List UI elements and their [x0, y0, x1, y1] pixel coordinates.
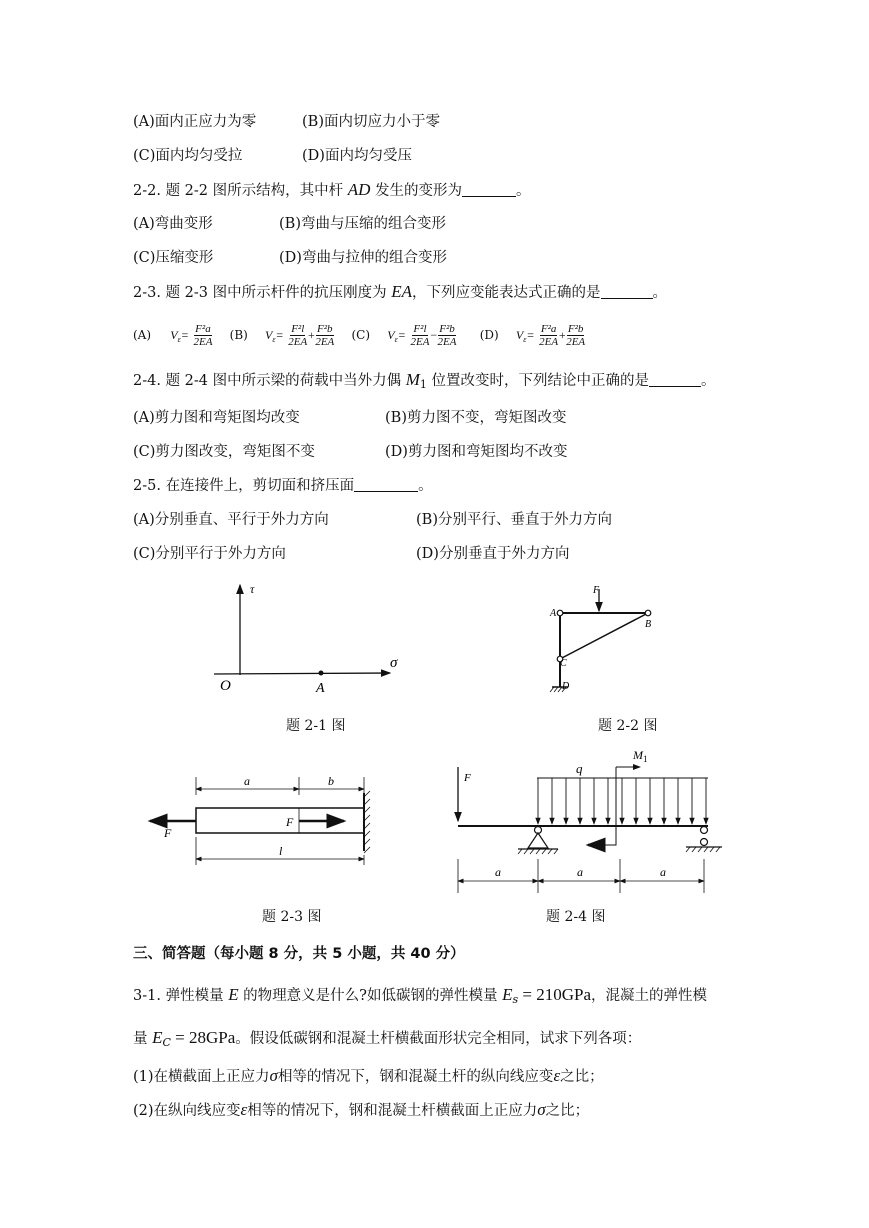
q21-option-d: (D)面内均匀受压 — [302, 148, 412, 164]
q24-stem: 2-4. 题 2-4 图中所示梁的荷载中当外力偶 $M_1$ 位置改变时，下列结论中正确的是 。 — [133, 370, 716, 391]
label-c: C — [560, 658, 567, 669]
figure-2-4 — [450, 745, 730, 895]
q23-stem: 2-3. 题 2-3 图中所示杆件的抗压刚度为 EA，下列应变能表达式正确的是 。 — [133, 282, 668, 301]
answer-blank — [354, 477, 418, 492]
q22-option-a: (A)弯曲变形 — [133, 216, 213, 232]
q23-label-d: (D) — [479, 328, 499, 342]
q22-option-d: (D)弯曲与拉伸的组合变形 — [279, 250, 447, 266]
tau-label: τ — [250, 582, 255, 596]
q21-option-b: (B)面内切应力小于零 — [302, 114, 440, 130]
sigma-label: σ — [390, 655, 398, 671]
answer-blank — [462, 182, 516, 197]
dim-a1-label: a — [495, 865, 501, 879]
q22-option-c: (C)压缩变形 — [133, 250, 214, 266]
q24-option-a: (A)剪力图和弯矩图均改变 — [133, 410, 300, 426]
force-left-label: F — [164, 826, 172, 840]
q25-option-d: (D)分别垂直于外力方向 — [416, 546, 570, 562]
figure-2-4-caption: 题 2-4 图 — [546, 909, 606, 925]
answer-blank — [601, 284, 653, 299]
dim-b-label: b — [328, 774, 334, 788]
q31-item2: (2)在纵向线应变ε相等的情况下，钢和混凝土杆横截面上正应力σ之比； — [133, 1100, 590, 1119]
dim-l-label: l — [279, 844, 283, 858]
figure-2-3-caption: 题 2-3 图 — [262, 909, 322, 925]
origin-label: O — [220, 678, 231, 694]
q21-option-a: (A)面内正应力为零 — [133, 114, 257, 130]
figure-2-3 — [140, 765, 390, 885]
point-a-label: A — [316, 681, 325, 696]
couple-m-label: $M_1$ — [633, 748, 648, 764]
q21-option-c: (C)面内均匀受拉 — [133, 148, 243, 164]
q24-option-b: (B)剪力图不变，弯矩图改变 — [385, 410, 567, 426]
q22-option-b: (B)弯曲与压缩的组合变形 — [279, 216, 446, 232]
q24-option-c: (C)剪力图改变，弯矩图不变 — [133, 444, 315, 460]
q31-item1: (1)在横截面上正应力σ相等的情况下，钢和混凝土杆的纵向线应变ε之比； — [133, 1066, 604, 1085]
point-a-marker — [319, 671, 324, 676]
q23-label-c: (C) — [351, 328, 371, 342]
q23-a-frac: $\frac{\text{F²a}}{2EA}$ — [193, 322, 213, 348]
figure-2-1 — [200, 575, 410, 700]
q31-line1: 3-1. 弹性模量 E 的物理意义是什么?如低碳钢的弹性模量 $E_s = 210GPa$，混凝土的弹性模 — [133, 985, 707, 1006]
q23-label-a: (A) — [133, 328, 152, 342]
force-f-label: F — [464, 772, 471, 784]
answer-blank — [649, 372, 701, 387]
q31-line2: 量 $E_C = 28GPa$。假设低碳钢和混凝土杆横截面形状完全相同，试求下列各项： — [133, 1028, 642, 1049]
label-f: F — [593, 585, 600, 596]
q25-option-a: (A)分别垂直、平行于外力方向 — [133, 512, 329, 528]
distributed-load-arrows — [538, 778, 706, 824]
q25-option-c: (C)分别平行于外力方向 — [133, 546, 286, 562]
roller-support-right — [701, 827, 708, 834]
q22-stem: 2-2. 题 2-2 图所示结构，其中杆 AD 发生的变形为 。 — [133, 180, 531, 199]
label-d: D — [562, 681, 570, 692]
dim-a3-label: a — [660, 865, 666, 879]
q24-option-d: (D)剪力图和弯矩图均不改变 — [385, 444, 568, 460]
dim-a2-label: a — [577, 865, 583, 879]
label-b: B — [645, 619, 652, 630]
dim-a-label: a — [244, 774, 250, 788]
label-a: A — [550, 608, 557, 619]
section-3-heading: 三、简答题（每小题 8 分，共 5 小题，共 40 分） — [133, 946, 465, 962]
q23-options: (A) $V_\varepsilon=$ $\frac{\text{F²a}}{2EA}$ (B) $V_\varepsilon=$ $\frac{\text{F²l}}{2EA}$ + $\frac{\text{F²b}}{2EA}$ (C) $V_\varepsilon=$ $\frac{\text{F²l}}{2EA}$ − $\frac{\text{F²b}}{2EA}$ (D) $V_\varepsilon=$ $\frac{\text{F²a}}{2EA}$ + $\frac{\text{F²b}}{2EA}$ — [133, 322, 586, 348]
q23-label-b: (B) — [229, 328, 248, 342]
load-q-label: q — [576, 761, 583, 776]
bar-cb — [560, 613, 648, 659]
figure-2-2-caption: 题 2-2 图 — [598, 718, 658, 734]
figure-2-1-caption: 题 2-1 图 — [286, 718, 346, 734]
figure-2-2 — [530, 575, 670, 705]
q25-option-b: (B)分别平行、垂直于外力方向 — [416, 512, 612, 528]
q25-stem: 2-5. 在连接件上，剪切面和挤压面 。 — [133, 478, 433, 494]
force-inner-label: F — [286, 815, 294, 829]
